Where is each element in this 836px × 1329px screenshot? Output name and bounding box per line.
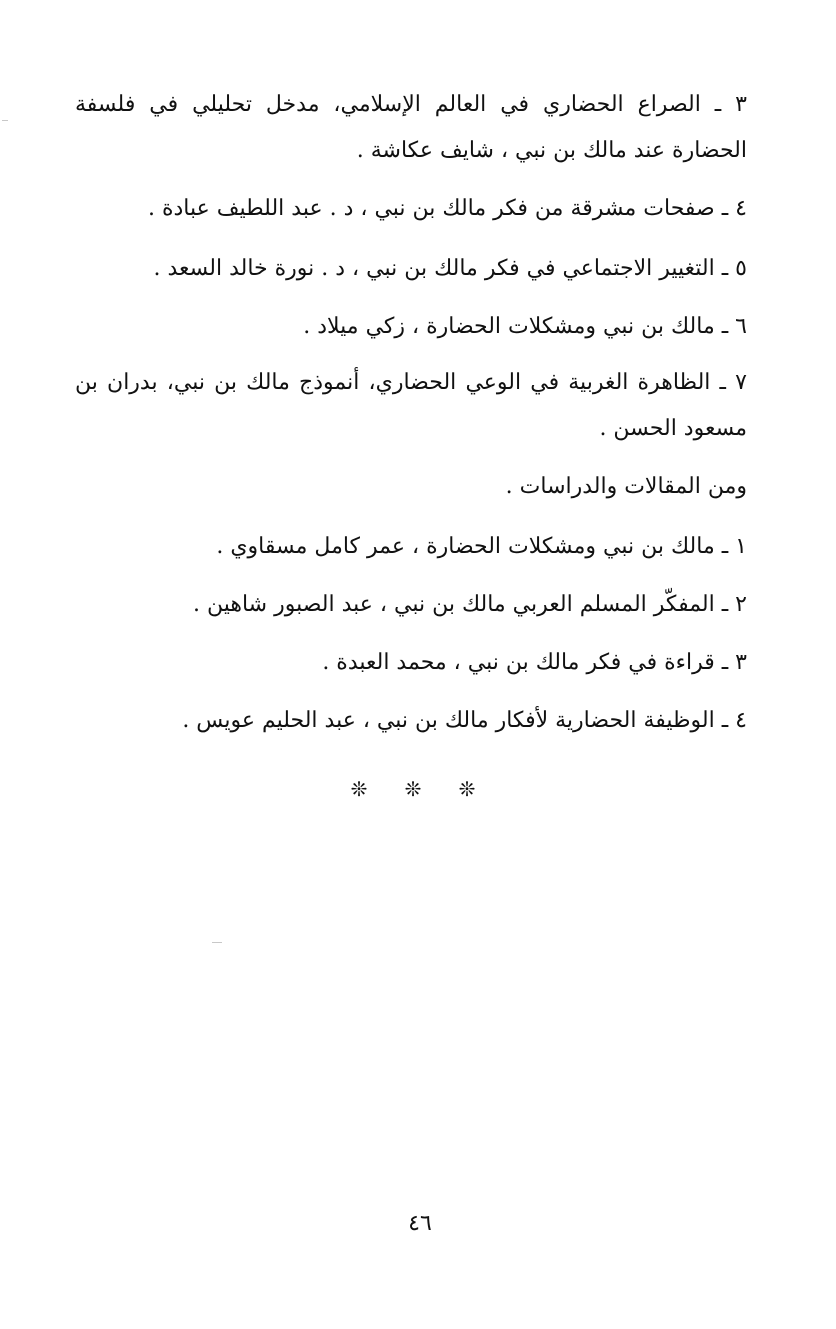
separator-star-icon: ❊	[458, 777, 476, 801]
article-entry-1: ١ ـ مالك بن نبي ومشكلات الحضارة ، عمر كامل مسقاوي .	[216, 534, 747, 559]
page-edge-mark	[2, 120, 8, 121]
page-number: ٤٦	[408, 1211, 432, 1236]
article-entry-3: ٣ ـ قراءة في فكر مالك بن نبي ، محمد العبدة .	[322, 650, 747, 675]
section-separator	[348, 772, 478, 806]
scan-artifact-mark	[212, 942, 222, 943]
article-entry-4: ٤ ـ الوظيفة الحضارية لأفكار مالك بن نبي ، عبد الحليم عويس .	[182, 708, 747, 733]
articles-heading: ومن المقالات والدراسات .	[505, 474, 747, 499]
article-entry-2: ٢ ـ المفكّر المسلم العربي مالك بن نبي ، عبد الصبور شاهين .	[192, 592, 747, 617]
reference-entry-6: ٦ ـ مالك بن نبي ومشكلات الحضارة ، زكي ميلاد .	[303, 314, 747, 339]
reference-entry-5: ٥ ـ التغيير الاجتماعي في فكر مالك بن نبي ، د . نورة خالد السعد .	[153, 256, 747, 281]
separator-star-icon: ❊	[404, 777, 422, 801]
reference-entry-7: ٧ ـ الظاهرة الغربية في الوعي الحضاري، أنموذج مالك بن نبي، بدران بن مسعود الحسن .	[75, 370, 747, 441]
separator-star-icon: ❊	[350, 777, 368, 801]
reference-entry-4: ٤ ـ صفحات مشرقة من فكر مالك بن نبي ، د . عبد اللطيف عبادة .	[147, 196, 747, 221]
reference-entry-3: ٣ ـ الصراع الحضاري في العالم الإسلامي، مدخل تحليلي في فلسفة الحضارة عند مالك بن نبي ، شايف عكاشة .	[75, 92, 747, 163]
